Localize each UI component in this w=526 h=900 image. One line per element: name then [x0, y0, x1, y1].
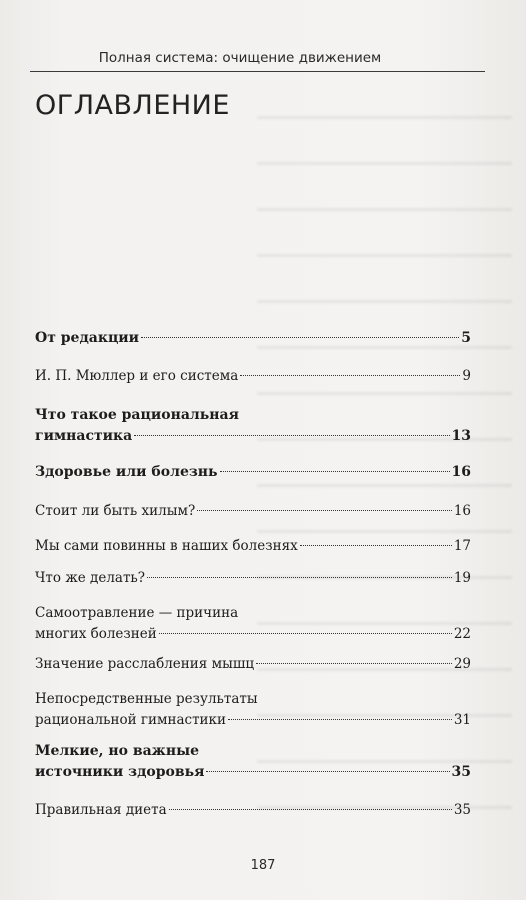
dot-leader [256, 663, 452, 664]
toc-entry-page: 13 [451, 428, 471, 444]
toc-entry[interactable] [35, 800, 471, 821]
running-head: Полная система: очищение движением [98, 50, 382, 66]
toc-entry-page: 29 [453, 656, 471, 672]
toc-entry-title: многих болезней [35, 626, 157, 642]
toc-entry-page: 35 [453, 802, 471, 818]
toc-entry[interactable] [35, 741, 471, 783]
toc-entry-page: 19 [453, 570, 471, 586]
toc-entry-title-line: Что такое рациональная [35, 407, 239, 423]
toc-entry-title: От редакции [35, 330, 140, 346]
toc-entry[interactable] [35, 603, 471, 645]
header-rule [30, 71, 485, 72]
dot-leader [220, 471, 450, 472]
toc-entry-page: 9 [462, 368, 471, 384]
dot-leader [197, 510, 452, 511]
toc-entry[interactable] [35, 366, 471, 387]
dot-leader [159, 633, 452, 634]
toc-entry-page: 35 [451, 764, 471, 780]
dot-leader [300, 545, 452, 546]
toc-entry-page: 16 [453, 503, 471, 519]
toc-entry-title: Значение расслабления мышц [35, 656, 255, 672]
toc-entry-title: рациональной гимнастики [35, 712, 226, 728]
toc-entry-title: И. П. Мюллер и его система [35, 368, 239, 384]
toc-entry-page: 16 [451, 464, 471, 480]
toc-entry-title: Что же делать? [35, 570, 146, 586]
toc-entry-title: Здоровье или болезнь [35, 464, 218, 480]
dot-leader [169, 809, 452, 810]
toc-entry-title: Мы сами повинны в наших болезнях [35, 538, 298, 554]
toc-heading: ОГЛАВЛЕНИЕ [35, 90, 230, 121]
dot-leader [134, 435, 449, 436]
toc-entry-title-line: Мелкие, но важные [35, 743, 200, 759]
toc-entry-page: 5 [461, 330, 471, 346]
toc-entry-page: 22 [453, 626, 471, 642]
toc-entry-page: 17 [453, 538, 471, 554]
toc-entry[interactable] [35, 462, 471, 483]
dot-leader [240, 375, 460, 376]
toc-entry-title: Правильная диета [35, 802, 167, 818]
toc-entry[interactable] [35, 654, 471, 675]
dot-leader [206, 771, 449, 772]
toc-entry[interactable] [35, 689, 471, 731]
toc-entry[interactable] [35, 536, 471, 557]
dot-leader [147, 577, 452, 578]
page-number: 187 [250, 858, 276, 873]
toc-entry[interactable] [35, 568, 471, 589]
toc-entry-title: источники здоровья [35, 764, 205, 780]
toc-entry-title-line: Непосредственные результаты [35, 691, 258, 707]
toc-entry-title: Стоит ли быть хилым? [35, 503, 196, 519]
dot-leader [141, 337, 459, 338]
toc-entry[interactable] [35, 501, 471, 522]
toc-entry[interactable] [35, 405, 471, 447]
dot-leader [228, 719, 452, 720]
toc-entry-title: гимнастика [35, 428, 133, 444]
toc-entry[interactable] [35, 328, 471, 349]
toc-entry-page: 31 [453, 712, 471, 728]
toc-entry-title-line: Самоотравление — причина [35, 605, 239, 621]
